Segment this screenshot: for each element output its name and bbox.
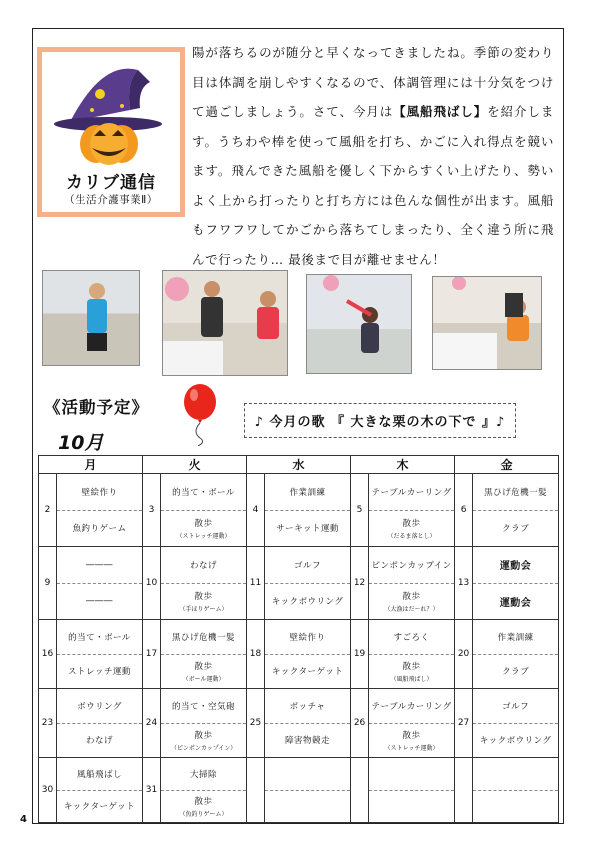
activity-label: わなげ — [190, 560, 218, 571]
activity-label: 運動会 — [499, 597, 532, 609]
activity-label: 作業訓練 — [497, 632, 534, 643]
day-number: 25 — [247, 689, 265, 758]
activity-cell — [57, 758, 142, 822]
activity-note: （魚釣りゲーム） — [179, 810, 228, 818]
activity-cell — [57, 689, 142, 757]
activity-slot — [161, 790, 246, 823]
activity-label: 的当て・ボール — [68, 632, 131, 643]
activity-photo-1 — [42, 270, 140, 366]
activity-cell — [473, 620, 558, 688]
day-number: 6 — [455, 474, 473, 547]
calendar-week-row — [39, 689, 559, 758]
activity-slot — [57, 689, 142, 723]
weekday-header: 木 — [351, 456, 455, 474]
activity-slot — [369, 474, 454, 510]
activity-cell — [473, 474, 558, 546]
day-activities — [473, 547, 559, 620]
pumpkin-witch-hat-illustration — [42, 52, 180, 167]
activity-label: 散歩 — [194, 796, 213, 807]
calendar-week-row — [39, 547, 559, 620]
activity-label: ゴルフ — [502, 701, 530, 712]
activity-label: 壁絵作り — [81, 487, 118, 498]
activity-label: ボッチャ — [289, 701, 326, 712]
activity-cell — [265, 474, 350, 546]
day-number: 31 — [143, 758, 161, 823]
day-number: 27 — [455, 689, 473, 758]
activity-slot — [265, 620, 350, 654]
day-number: 19 — [351, 620, 369, 689]
activity-label: 散歩 — [194, 730, 213, 741]
activity-note: （手ほりゲーム） — [179, 605, 228, 613]
activity-photo-2 — [162, 270, 288, 376]
activity-label: ピンポンカップイン — [371, 560, 452, 571]
day-number: 10 — [143, 547, 161, 620]
activity-cell — [473, 689, 558, 757]
activity-slot — [57, 583, 142, 620]
red-balloon-icon — [180, 384, 220, 446]
weekday-header: 月 — [39, 456, 143, 474]
schedule-month: 10月 — [58, 432, 104, 454]
day-number: 9 — [39, 547, 57, 620]
activity-slot — [473, 583, 558, 620]
day-number: 17 — [143, 620, 161, 689]
activity-slot — [265, 723, 350, 758]
day-activities — [265, 758, 351, 823]
activity-slot — [473, 758, 558, 790]
activity-cell — [265, 689, 350, 757]
activity-label: 運動会 — [499, 561, 532, 573]
weekday-header: 金 — [455, 456, 559, 474]
activity-label: 魚釣りゲーム — [72, 524, 127, 535]
day-activities — [265, 689, 351, 758]
activity-cell — [57, 474, 142, 546]
weekday-header: 火 — [143, 456, 247, 474]
day-activities — [161, 474, 247, 547]
activity-label: すごろく — [393, 632, 430, 643]
day-activities — [473, 689, 559, 758]
activity-cell — [161, 547, 246, 619]
activity-label: クラブ — [502, 524, 530, 535]
calendar-body — [39, 474, 559, 823]
calendar-week-row — [39, 474, 559, 547]
activity-slot — [265, 474, 350, 510]
day-number: 18 — [247, 620, 265, 689]
day-activities — [161, 758, 247, 823]
day-number: 2 — [39, 474, 57, 547]
day-number: 3 — [143, 474, 161, 547]
activity-label: わなげ — [86, 736, 114, 747]
day-activities — [369, 474, 455, 547]
activity-cell — [369, 758, 454, 822]
day-number — [247, 758, 265, 823]
activity-label: 散歩 — [402, 591, 421, 602]
weekday-header: 水 — [247, 456, 351, 474]
activity-label: 的当て・空気砲 — [172, 701, 236, 712]
song-of-the-month: ♪ 今月の歌 『 大きな栗の木の下で 』♪ — [244, 403, 516, 438]
activity-cell — [57, 620, 142, 688]
day-activities — [369, 758, 455, 823]
activity-label: サーキット運動 — [276, 524, 339, 535]
activity-label: キックターゲット — [63, 802, 136, 813]
activity-slot — [369, 583, 454, 620]
activity-label: ――― — [86, 559, 113, 570]
activity-slot — [473, 689, 558, 723]
activity-slot — [161, 654, 246, 689]
activity-slot — [161, 547, 246, 583]
activity-label: 散歩 — [402, 661, 421, 672]
intro-text-1: 陽が落ちるのが随分と早くなってきましたね。季節の変わり目は体調を崩しやすくなるので、体調管理には十分気をつけて過ごしましょう。さて、今月は — [192, 45, 554, 119]
activity-note: （だるま落とし） — [387, 532, 436, 540]
day-activities — [473, 620, 559, 689]
activity-slot — [473, 654, 558, 689]
activity-slot — [57, 510, 142, 547]
activity-slot — [473, 547, 558, 583]
activity-cell — [265, 758, 350, 822]
activity-slot — [369, 758, 454, 790]
page-number: 4 — [20, 814, 27, 825]
activity-slot — [369, 790, 454, 823]
activity-slot — [473, 723, 558, 758]
activity-slot — [57, 723, 142, 758]
activity-slot — [473, 790, 558, 823]
activity-slot — [161, 510, 246, 547]
activity-label: テーブルカーリング — [371, 701, 452, 712]
activity-cell — [473, 547, 558, 619]
activity-slot — [473, 474, 558, 510]
intro-highlight: 【風船飛ばし】 — [393, 104, 488, 119]
activity-label: クラブ — [502, 667, 530, 678]
activity-photo-4 — [432, 276, 542, 370]
day-number: 20 — [455, 620, 473, 689]
day-activities — [473, 758, 559, 823]
activity-label: ストレッチ運動 — [68, 667, 131, 678]
activity-slot — [161, 583, 246, 620]
activity-label: 黒ひげ危機一髪 — [484, 487, 548, 498]
activity-label: 散歩 — [402, 730, 421, 741]
activity-label: キックターゲット — [271, 667, 344, 678]
day-number: 16 — [39, 620, 57, 689]
activity-photo-3 — [306, 274, 412, 374]
activity-slot — [369, 689, 454, 723]
activity-note: （風船飛ばし） — [390, 675, 433, 683]
activity-note: （ストレッチ運動） — [384, 744, 439, 752]
activity-slot — [265, 758, 350, 790]
activity-slot — [57, 547, 142, 583]
activity-label: 散歩 — [194, 591, 213, 602]
day-number: 5 — [351, 474, 369, 547]
schedule-title: 《活動予定》 — [44, 398, 149, 417]
activity-slot — [265, 583, 350, 620]
activity-slot — [369, 510, 454, 547]
activity-cell — [161, 689, 246, 757]
activity-label: 散歩 — [194, 661, 213, 672]
activity-slot — [57, 474, 142, 510]
activity-label: ゴルフ — [294, 560, 322, 571]
day-number: 23 — [39, 689, 57, 758]
calendar-week-row — [39, 620, 559, 689]
activity-label: 作業訓練 — [289, 487, 326, 498]
day-activities — [265, 547, 351, 620]
activity-slot — [369, 547, 454, 583]
activity-calendar — [38, 455, 559, 823]
activity-cell — [369, 620, 454, 688]
activity-label: 散歩 — [402, 518, 421, 529]
day-activities — [161, 620, 247, 689]
activity-slot — [161, 723, 246, 758]
activity-slot — [57, 790, 142, 823]
calendar-header-row — [39, 456, 559, 474]
day-number — [351, 758, 369, 823]
newsletter-subtitle: （生活介護事業Ⅱ） — [64, 194, 158, 206]
activity-label: 障害物競走 — [285, 736, 331, 747]
activity-cell — [161, 474, 246, 546]
activity-label: ――― — [86, 596, 113, 607]
activity-cell — [369, 474, 454, 546]
activity-slot — [57, 654, 142, 689]
day-number: 26 — [351, 689, 369, 758]
day-number: 11 — [247, 547, 265, 620]
activity-note: （ボール運動） — [182, 675, 225, 683]
activity-label: 風船飛ばし — [77, 769, 123, 780]
activity-label: キックボウリング — [271, 597, 344, 608]
activity-cell — [369, 547, 454, 619]
activity-slot — [369, 620, 454, 654]
newsletter-badge — [37, 47, 185, 217]
activity-slot — [265, 547, 350, 583]
activity-label: テーブルカーリング — [371, 487, 452, 498]
day-number: 24 — [143, 689, 161, 758]
day-activities — [57, 620, 143, 689]
activity-slot — [265, 654, 350, 689]
activity-slot — [265, 790, 350, 823]
day-number: 30 — [39, 758, 57, 823]
day-activities — [265, 620, 351, 689]
activity-slot — [473, 510, 558, 547]
activity-slot — [161, 758, 246, 790]
activity-slot — [265, 689, 350, 723]
activity-label: 散歩 — [194, 518, 213, 529]
day-activities — [369, 547, 455, 620]
activity-cell — [473, 758, 558, 822]
activity-slot — [57, 620, 142, 654]
activity-slot — [161, 689, 246, 723]
intro-text-2: を紹介します。うちわや棒を使って風船を打ち、かごに入れ得点を競います。飛んできた風船を優しく下からすくい上げたり、勢いよく上から打ったりと打ち方には色んな個性が出ます。風船もフワフワしてかごから落ちてしまったり、全く違う所に飛んで行ったり… 最後まで目が離せません！ — [192, 104, 554, 267]
day-activities — [57, 758, 143, 823]
day-activities — [161, 689, 247, 758]
activity-cell — [161, 758, 246, 822]
activity-slot — [369, 723, 454, 758]
activity-note: （大漁はだ～れ？） — [384, 605, 439, 613]
day-activities — [161, 547, 247, 620]
activity-label: 的当て・ボール — [172, 487, 235, 498]
day-activities — [57, 689, 143, 758]
activity-cell — [57, 547, 142, 619]
day-activities — [57, 474, 143, 547]
day-activities — [265, 474, 351, 547]
activity-note: （ストレッチ運動） — [176, 532, 231, 540]
day-activities — [57, 547, 143, 620]
activity-cell — [369, 689, 454, 757]
activity-cell — [265, 620, 350, 688]
activity-label: 大掃除 — [190, 769, 218, 780]
calendar-week-row — [39, 758, 559, 823]
activity-label: ボウリング — [77, 701, 122, 712]
day-activities — [369, 620, 455, 689]
activity-cell — [265, 547, 350, 619]
day-number: 4 — [247, 474, 265, 547]
newsletter-title: カリブ通信 — [66, 173, 156, 193]
activity-label: キックボウリング — [479, 736, 552, 747]
day-number — [455, 758, 473, 823]
activity-label: 壁絵作り — [289, 632, 326, 643]
day-number: 13 — [455, 547, 473, 620]
activity-note: （ピンポンカップイン） — [170, 744, 237, 752]
activity-slot — [265, 510, 350, 547]
activity-slot — [473, 620, 558, 654]
activity-slot — [161, 620, 246, 654]
activity-slot — [57, 758, 142, 790]
day-activities — [369, 689, 455, 758]
activity-label: 黒ひげ危機一髪 — [172, 632, 236, 643]
day-activities — [473, 474, 559, 547]
day-number: 12 — [351, 547, 369, 620]
activity-cell — [161, 620, 246, 688]
activity-slot — [161, 474, 246, 510]
activity-slot — [369, 654, 454, 689]
intro-paragraph — [192, 38, 554, 274]
